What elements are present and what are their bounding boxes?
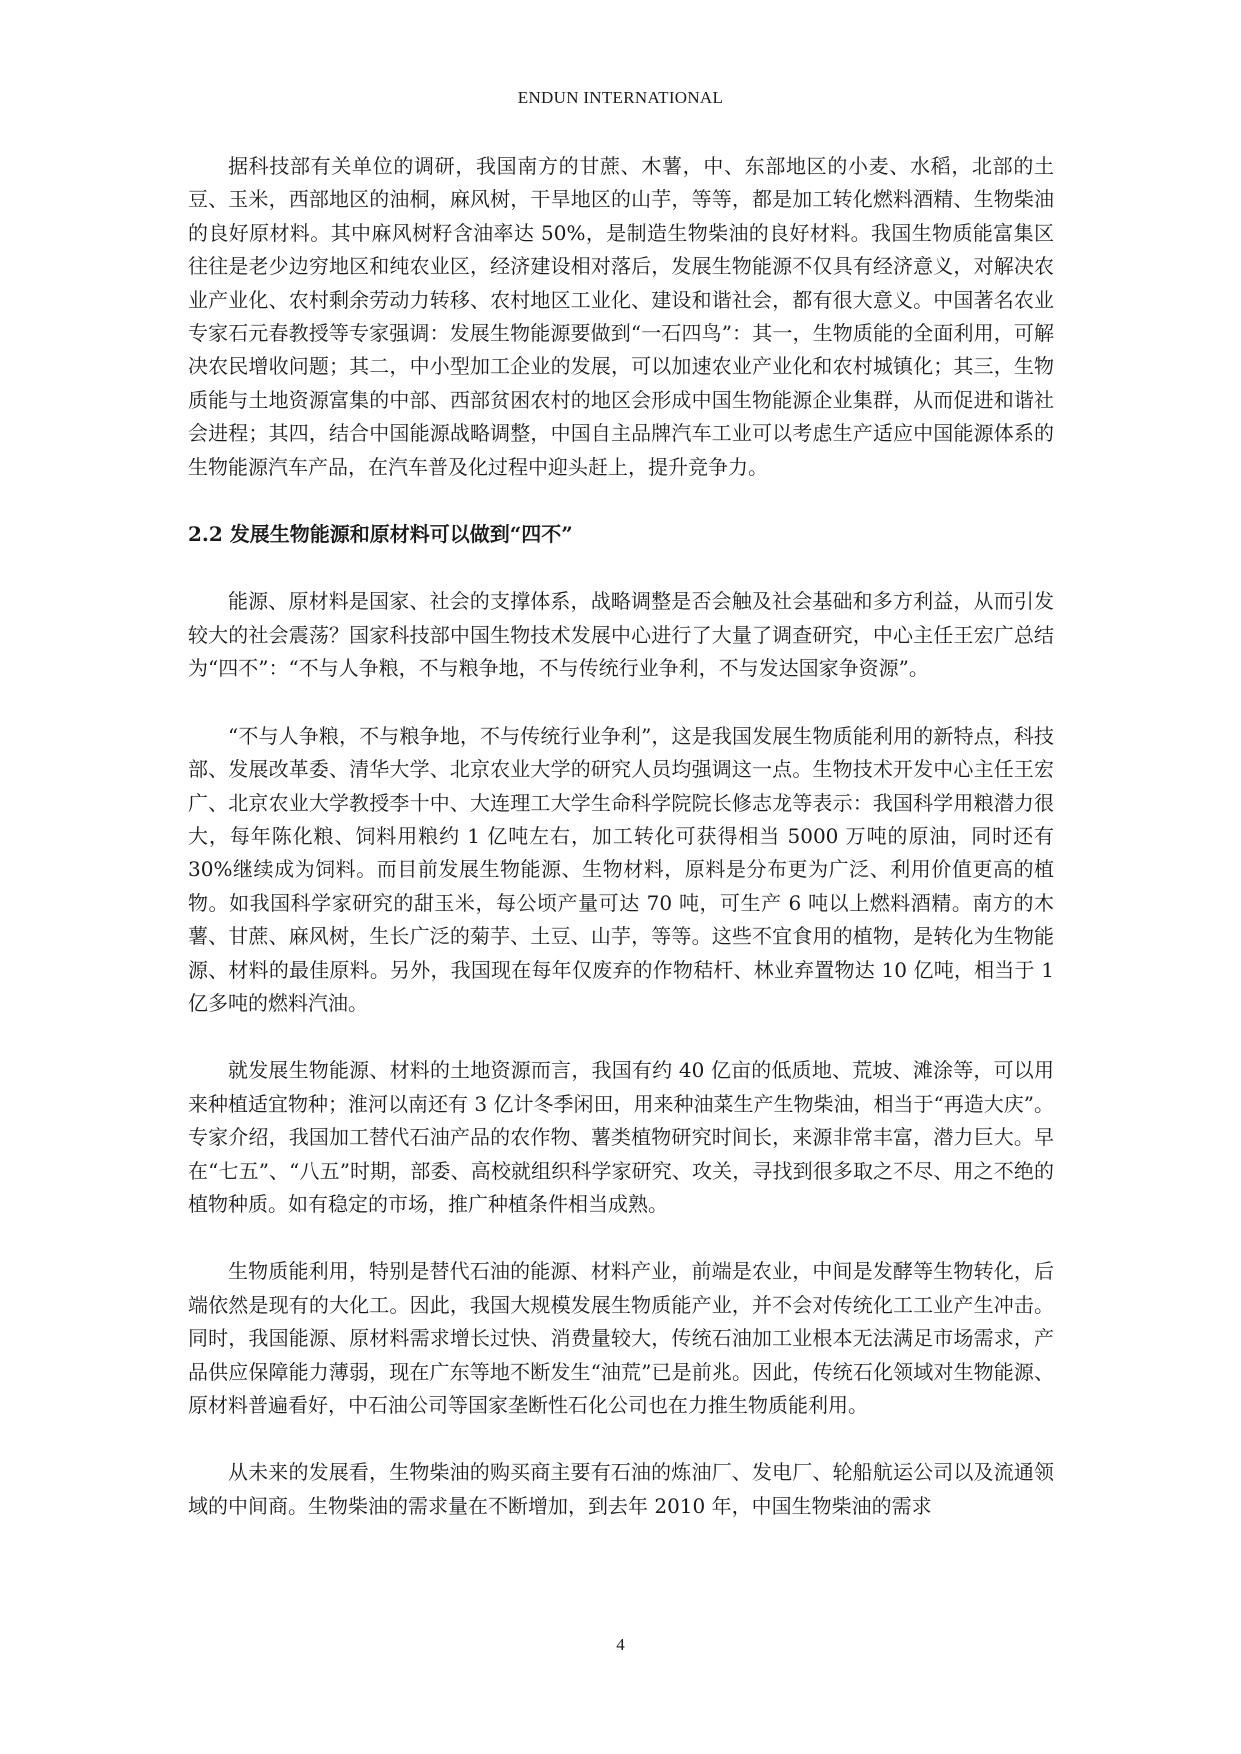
- paragraph-industry-impact: 生物质能利用，特别是替代石油的能源、材料产业，前端是农业，中间是发酵等生物转化，后端依然是现有的大化工。因此，我国大规模发展生物质能产业，并不会对传统化工工业产生冲击。同时，我国能源、原材料需求增长过快、消费量较大，传统石油加工业根本无法满足市场需求，产品供应保障能力薄弱，现在广东等地不断发生“油荒”已是前兆。因此，传统石化领域对生物能源、原材料普遍看好，中石油公司等国家垄断性石化公司也在力推生物质能利用。: [188, 1259, 1054, 1417]
- page-number: 4: [616, 1635, 625, 1654]
- paragraph-four-nots: 能源、原材料是国家、社会的支撑体系，战略调整是否会触及社会基础和多方利益，从而引发较大的社会震荡？国家科技部中国生物技术发展中心进行了大量了调查研究，中心主任王宏广总结为“四不”：“不与人争粮，不与粮争地，不与传统行业争利，不与发达国家争资源”。: [188, 589, 1054, 681]
- running-header: ENDUN INTERNATIONAL: [517, 88, 724, 107]
- section-heading: 2.2 发展生物能源和原材料可以做到“四不”: [188, 522, 573, 547]
- paragraph-biomass-resources: 据科技部有关单位的调研，我国南方的甘蔗、木薯，中、东部地区的小麦、水稻，北部的土豆、玉米，西部地区的油桐，麻风树，干旱地区的山芋，等等，都是加工转化燃料酒精、生物柴油的良好原材料。其中麻风树籽含油率达 50%，是制造生物柴油的良好材料。我国生物质能富集区往往是老少边穷地区和纯农业区，经济建设相对落后，发展生物能源不仅具有经济意义，对解决农业产业化、农村剩余劳动力转移、农村地区工业化、建设和谐社会，都有很大意义。中国著名农业专家石元春教授等专家强调：发展生物能源要做到“一石四鸟”：其一，生物质能的全面利用，可解决农民增收问题；其二，中小型加工企业的发展，可以加速农业产业化和农村城镇化；其三，生物质能与土地资源富集的中部、西部贫困农村的地区会形成中国生物能源企业集群，从而促进和谐社会进程；其四，结合中国能源战略调整，中国自主品牌汽车工业可以考虑生产适应中国能源体系的生物能源汽车产品，在汽车普及化过程中迎头赶上，提升竞争力。: [188, 154, 1054, 479]
- paragraph-future-demand: 从未来的发展看，生物柴油的购买商主要有石油的炼油厂、发电厂、轮船航运公司以及流通领域的中间商。生物柴油的需求量在不断增加，到去年 2010 年，中国生物柴油的需求: [188, 1460, 1054, 1518]
- paragraph-land-resources: 就发展生物能源、材料的土地资源而言，我国有约 40 亿亩的低质地、荒坡、滩涂等，可以用来种植适宜物种；淮河以南还有 3 亿计冬季闲田，用来种油菜生产生物柴油，相当于“再造大庆”。专家介绍，我国加工替代石油产品的农作物、薯类植物研究时间长，来源非常丰富，潜力巨大。早在“七五”、“八五”时期，部委、高校就组织科学家研究、攻关，寻找到很多取之不尽、用之不绝的植物种质。如有稳定的市场，推广种植条件相当成熟。: [188, 1058, 1054, 1216]
- body-text: [188, 150, 1054, 1523]
- paragraph-grain-and-crops: “不与人争粮，不与粮争地，不与传统行业争利”，这是我国发展生物质能利用的新特点，科技部、发展改革委、清华大学、北京农业大学的研究人员均强调这一点。生物技术开发中心主任王宏广、北京农业大学教授李十中、大连理工大学生命科学院院长修志龙等表示：我国科学用粮潜力很大，每年陈化粮、饲料用粮约 1 亿吨左右，加工转化可获得相当 5000 万吨的原油，同时还有 30%继续成为饲料。而目前发展生物能源、生物材料，原料是分布更为广泛、利用价值更高的植物。如我国科学家研究的甜玉米，每公顷产量可达 70 吨，可生产 6 吨以上燃料酒精。南方的木薯、甘蔗、麻风树，生长广泛的菊芋、土豆、山芋，等等。这些不宜食用的植物，是转化为生物能源、材料的最佳原料。另外，我国现在每年仅废弃的作物秸杆、林业弃置物达 10 亿吨，相当于 1 亿多吨的燃料汽油。: [188, 723, 1054, 1015]
